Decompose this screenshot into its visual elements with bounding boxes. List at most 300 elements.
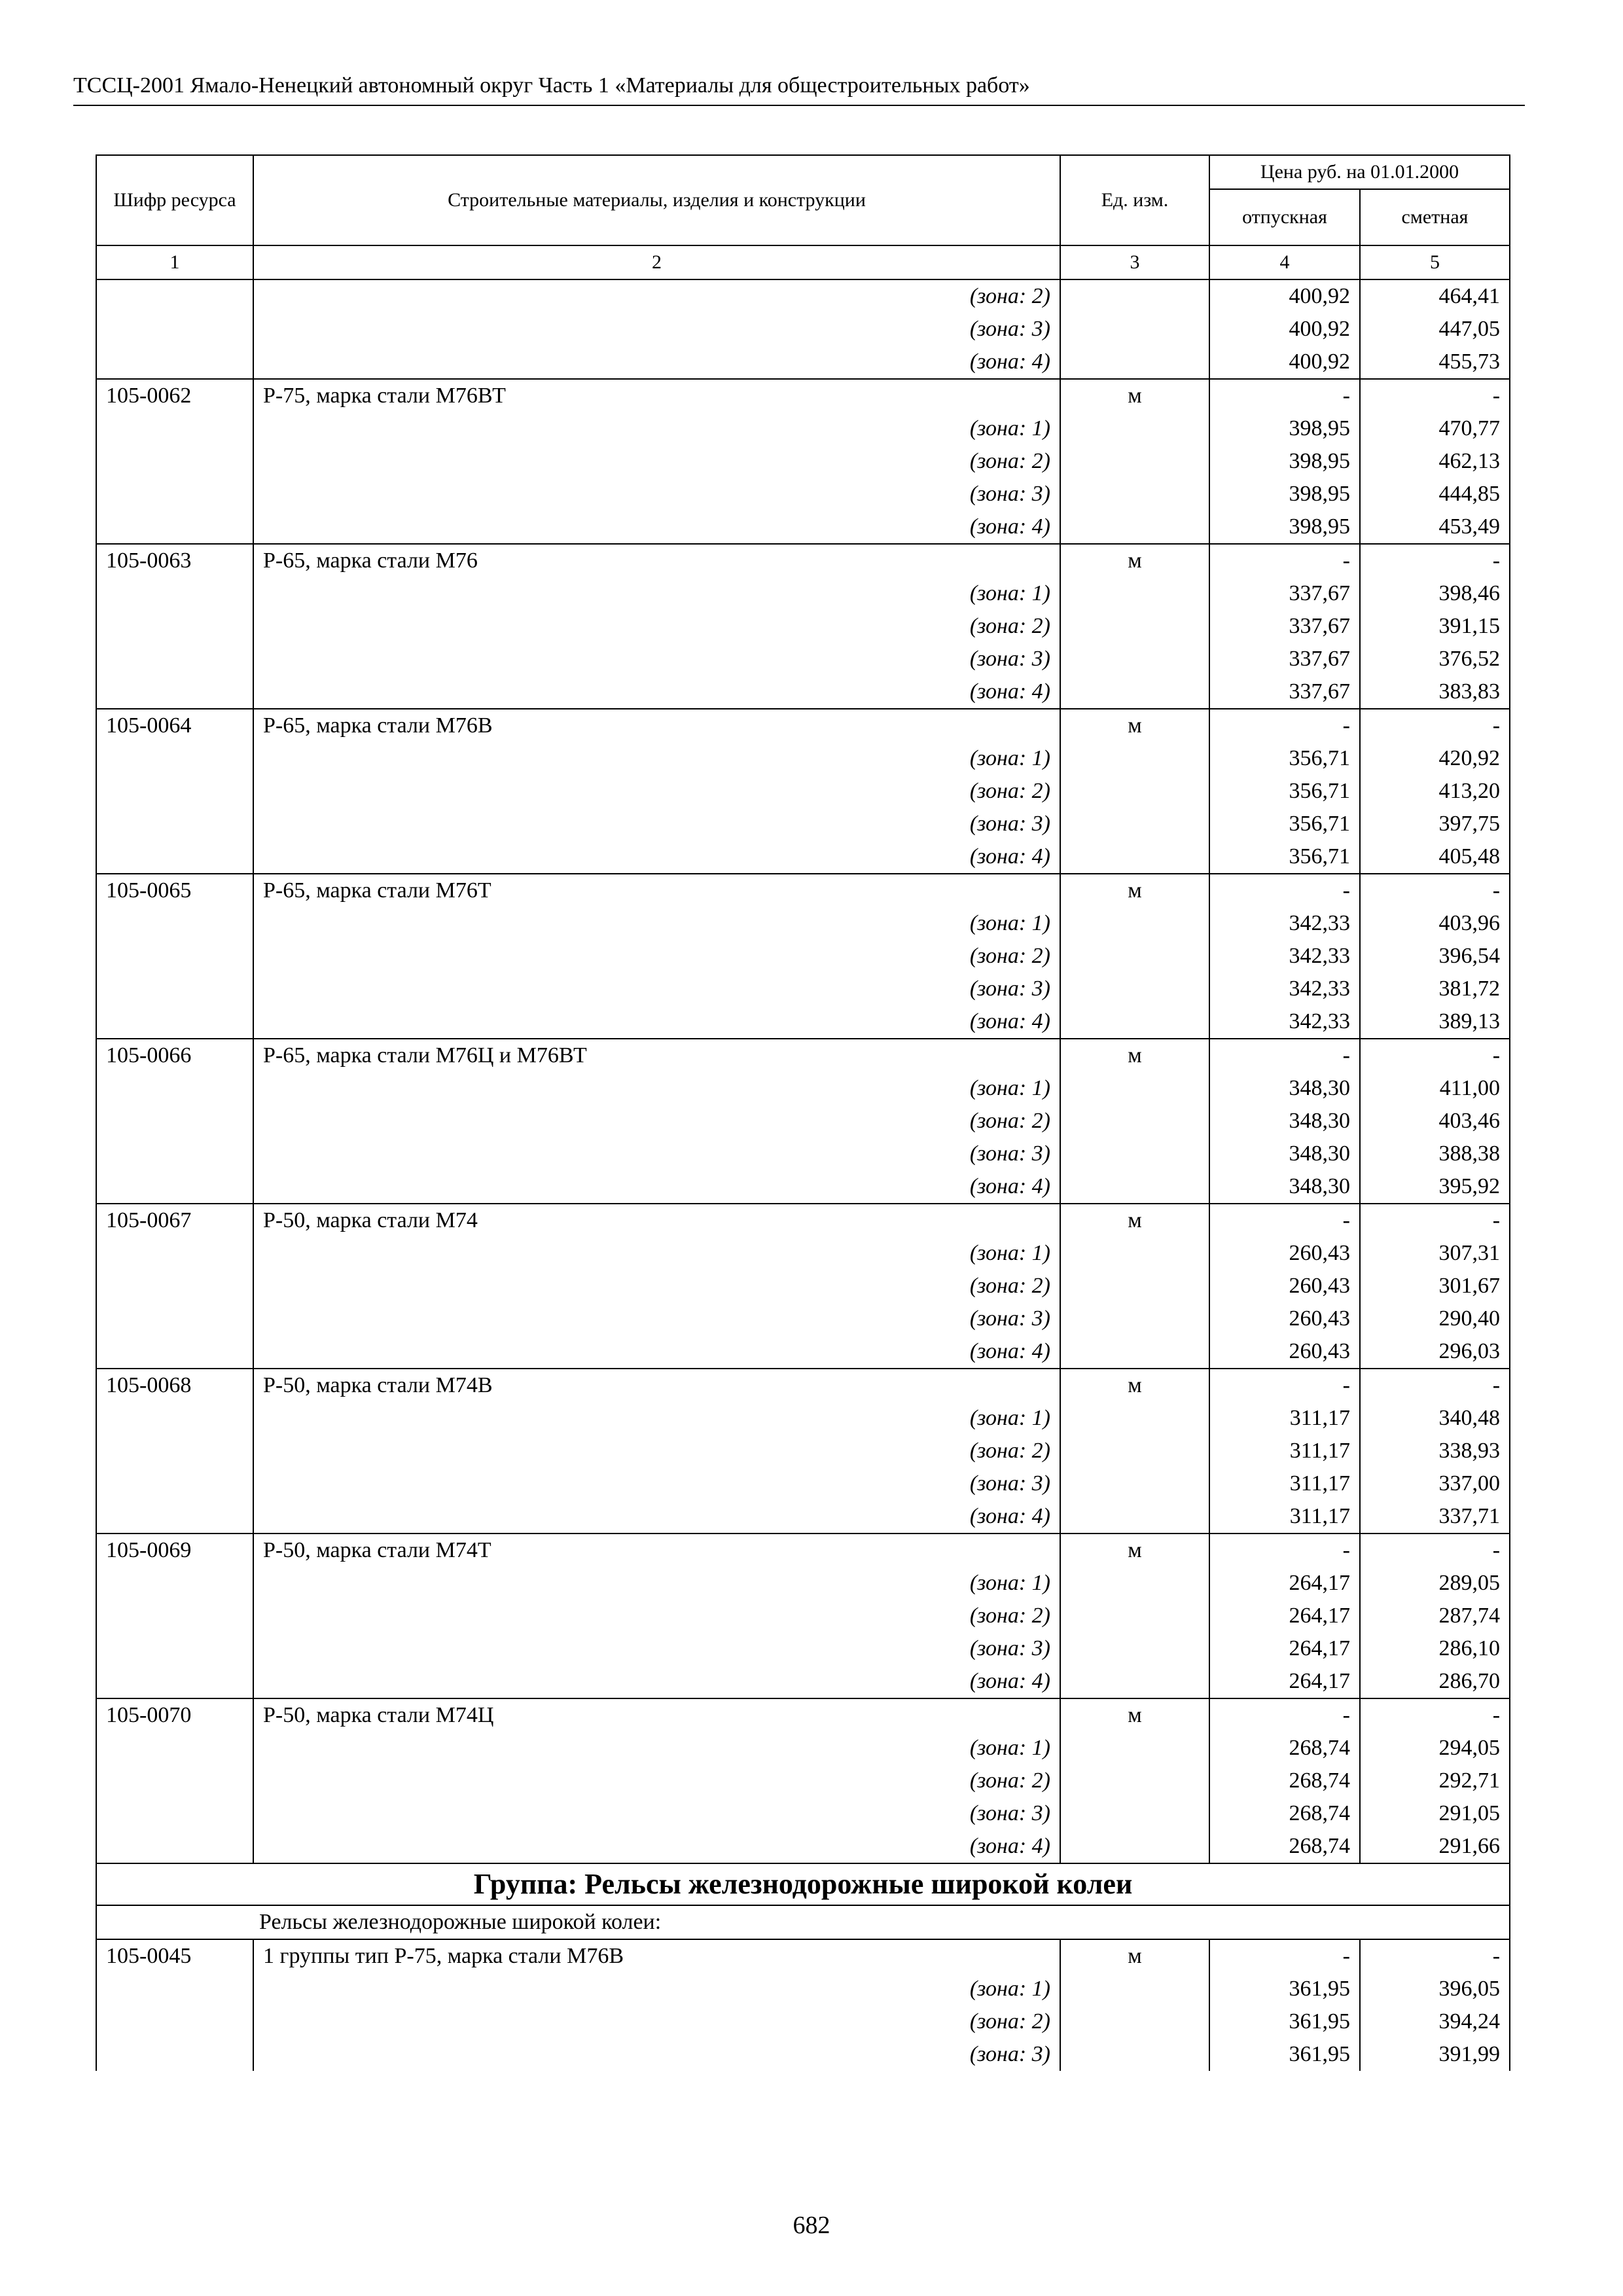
price-smetnaya: 294,05 (1360, 1732, 1510, 1765)
zone-row (96, 1270, 1510, 1302)
zone-row (96, 1435, 1510, 1467)
price-otpusknaya: - (1209, 709, 1360, 742)
price-smetnaya: 287,74 (1360, 1600, 1510, 1632)
zone-label: (зона: 4) (253, 346, 1060, 379)
resource-row (96, 874, 1510, 907)
price-otpusknaya: 361,95 (1209, 1973, 1360, 2005)
zone-label: (зона: 4) (253, 675, 1060, 709)
price-smetnaya: 405,48 (1360, 840, 1510, 874)
resource-code: 105-0067 (96, 1204, 253, 1237)
price-smetnaya: - (1360, 1369, 1510, 1402)
empty-code-cell (96, 1435, 253, 1467)
zone-row (96, 412, 1510, 445)
empty-code-cell (96, 1765, 253, 1797)
price-smetnaya: 462,13 (1360, 445, 1510, 478)
price-otpusknaya: 268,74 (1209, 1732, 1360, 1765)
empty-unit-cell (1060, 1567, 1209, 1600)
empty-unit-cell (1060, 675, 1209, 709)
zone-row (96, 643, 1510, 675)
price-table-body (96, 279, 1510, 2071)
price-otpusknaya: - (1209, 1204, 1360, 1237)
resource-row (96, 1698, 1510, 1732)
zone-row (96, 313, 1510, 346)
empty-code-cell (96, 1170, 253, 1204)
column-header-price-group: Цена руб. на 01.01.2000 (1209, 155, 1510, 189)
zone-label: (зона: 4) (253, 1170, 1060, 1204)
price-otpusknaya: 337,67 (1209, 577, 1360, 610)
zone-label: (зона: 4) (253, 1830, 1060, 1863)
resource-unit: м (1060, 544, 1209, 577)
resource-unit: м (1060, 874, 1209, 907)
zone-label: (зона: 4) (253, 1500, 1060, 1534)
empty-unit-cell (1060, 478, 1209, 511)
price-table (96, 154, 1510, 2071)
zone-label: (зона: 2) (253, 1270, 1060, 1302)
resource-name: Р-65, марка стали М76 (253, 544, 1060, 577)
price-smetnaya: - (1360, 1039, 1510, 1072)
resource-unit: м (1060, 1204, 1209, 1237)
price-smetnaya: 455,73 (1360, 346, 1510, 379)
column-number: 4 (1209, 245, 1360, 279)
zone-row (96, 1138, 1510, 1170)
price-otpusknaya: 342,33 (1209, 907, 1360, 940)
price-smetnaya: 337,00 (1360, 1467, 1510, 1500)
price-otpusknaya: 398,95 (1209, 412, 1360, 445)
price-otpusknaya: 342,33 (1209, 973, 1360, 1005)
zone-row (96, 940, 1510, 973)
zone-row (96, 2038, 1510, 2071)
empty-code-cell (96, 1797, 253, 1830)
price-smetnaya: 292,71 (1360, 1765, 1510, 1797)
empty-code-cell (96, 840, 253, 874)
empty-unit-cell (1060, 1732, 1209, 1765)
price-otpusknaya: 356,71 (1209, 840, 1360, 874)
resource-row (96, 379, 1510, 412)
resource-code: 105-0045 (96, 1939, 253, 1973)
empty-unit-cell (1060, 840, 1209, 874)
zone-row (96, 775, 1510, 808)
price-otpusknaya: 342,33 (1209, 940, 1360, 973)
zone-label: (зона: 3) (253, 808, 1060, 840)
zone-label: (зона: 2) (253, 1105, 1060, 1138)
resource-row (96, 1939, 1510, 1973)
zone-label: (зона: 3) (253, 643, 1060, 675)
price-otpusknaya: - (1209, 379, 1360, 412)
empty-unit-cell (1060, 610, 1209, 643)
empty-code-cell (96, 1138, 253, 1170)
empty-unit-cell (1060, 1973, 1209, 2005)
price-smetnaya: 470,77 (1360, 412, 1510, 445)
zone-row (96, 742, 1510, 775)
zone-label: (зона: 3) (253, 478, 1060, 511)
price-otpusknaya: 337,67 (1209, 675, 1360, 709)
empty-unit-cell (1060, 1402, 1209, 1435)
empty-code-cell (96, 643, 253, 675)
price-otpusknaya: - (1209, 1039, 1360, 1072)
resource-row (96, 1204, 1510, 1237)
price-smetnaya: 286,10 (1360, 1632, 1510, 1665)
zone-row (96, 1765, 1510, 1797)
zone-label: (зона: 2) (253, 775, 1060, 808)
zone-row (96, 2005, 1510, 2038)
empty-unit-cell (1060, 1467, 1209, 1500)
resource-code: 105-0065 (96, 874, 253, 907)
zone-row (96, 840, 1510, 874)
resource-unit: м (1060, 1369, 1209, 1402)
empty-code-cell (96, 610, 253, 643)
empty-code-cell (96, 675, 253, 709)
zone-label: (зона: 2) (253, 2005, 1060, 2038)
empty-unit-cell (1060, 1500, 1209, 1534)
empty-code-cell (96, 478, 253, 511)
subgroup-heading: Рельсы железнодорожные широкой колеи: (96, 1905, 1510, 1939)
empty-unit-cell (1060, 1138, 1209, 1170)
zone-label: (зона: 3) (253, 2038, 1060, 2071)
zone-label: (зона: 2) (253, 1435, 1060, 1467)
column-header-unit: Ед. изм. (1060, 155, 1209, 245)
group-heading: Группа: Рельсы железнодорожные широкой колеи (96, 1863, 1510, 1905)
price-otpusknaya: 264,17 (1209, 1600, 1360, 1632)
resource-unit: м (1060, 1039, 1209, 1072)
price-otpusknaya: 260,43 (1209, 1335, 1360, 1369)
price-otpusknaya: 400,92 (1209, 346, 1360, 379)
empty-code-cell (96, 1665, 253, 1698)
zone-row (96, 973, 1510, 1005)
zone-row (96, 1237, 1510, 1270)
column-header-name: Строительные материалы, изделия и конструкции (253, 155, 1060, 245)
zone-row (96, 1105, 1510, 1138)
price-otpusknaya: 264,17 (1209, 1632, 1360, 1665)
price-smetnaya: 301,67 (1360, 1270, 1510, 1302)
zone-row (96, 279, 1510, 313)
resource-row (96, 544, 1510, 577)
price-smetnaya: 338,93 (1360, 1435, 1510, 1467)
zone-label: (зона: 1) (253, 742, 1060, 775)
empty-code-cell (96, 1005, 253, 1039)
resource-row (96, 709, 1510, 742)
price-smetnaya: 403,96 (1360, 907, 1510, 940)
resource-code: 105-0069 (96, 1534, 253, 1567)
price-otpusknaya: 264,17 (1209, 1665, 1360, 1698)
empty-code-cell (96, 1270, 253, 1302)
empty-unit-cell (1060, 907, 1209, 940)
price-otpusknaya: - (1209, 1939, 1360, 1973)
price-otpusknaya: 311,17 (1209, 1435, 1360, 1467)
price-otpusknaya: 337,67 (1209, 610, 1360, 643)
empty-code-cell (96, 1335, 253, 1369)
price-smetnaya: 337,71 (1360, 1500, 1510, 1534)
zone-label: (зона: 3) (253, 1302, 1060, 1335)
resource-name: Р-65, марка стали М76Ц и М76ВТ (253, 1039, 1060, 1072)
resource-unit: м (1060, 709, 1209, 742)
price-smetnaya: - (1360, 874, 1510, 907)
empty-code-cell (96, 1500, 253, 1534)
price-otpusknaya: 268,74 (1209, 1765, 1360, 1797)
price-smetnaya: - (1360, 1939, 1510, 1973)
empty-code-cell (96, 1973, 253, 2005)
price-otpusknaya: 260,43 (1209, 1302, 1360, 1335)
price-smetnaya: 403,46 (1360, 1105, 1510, 1138)
price-smetnaya: 388,38 (1360, 1138, 1510, 1170)
price-smetnaya: 376,52 (1360, 643, 1510, 675)
zone-row (96, 808, 1510, 840)
empty-code-cell (96, 808, 253, 840)
zone-label: (зона: 4) (253, 1005, 1060, 1039)
resource-name: Р-50, марка стали М74В (253, 1369, 1060, 1402)
empty-code-cell (96, 279, 253, 313)
price-otpusknaya: - (1209, 1369, 1360, 1402)
price-smetnaya: 464,41 (1360, 279, 1510, 313)
price-otpusknaya: 311,17 (1209, 1402, 1360, 1435)
empty-code-cell (96, 1302, 253, 1335)
resource-code: 105-0070 (96, 1698, 253, 1732)
price-smetnaya: 383,83 (1360, 675, 1510, 709)
zone-row (96, 1632, 1510, 1665)
zone-label: (зона: 1) (253, 577, 1060, 610)
resource-unit: м (1060, 1534, 1209, 1567)
empty-unit-cell (1060, 1632, 1209, 1665)
zone-label: (зона: 4) (253, 1665, 1060, 1698)
zone-label: (зона: 1) (253, 1237, 1060, 1270)
price-otpusknaya: 268,74 (1209, 1830, 1360, 1863)
empty-code-cell (96, 577, 253, 610)
column-number: 1 (96, 245, 253, 279)
zone-row (96, 445, 1510, 478)
resource-name: Р-50, марка стали М74Т (253, 1534, 1060, 1567)
price-smetnaya: 381,72 (1360, 973, 1510, 1005)
empty-code-cell (96, 1402, 253, 1435)
empty-unit-cell (1060, 1797, 1209, 1830)
empty-code-cell (96, 412, 253, 445)
price-smetnaya: 289,05 (1360, 1567, 1510, 1600)
price-smetnaya: - (1360, 544, 1510, 577)
resource-code: 105-0068 (96, 1369, 253, 1402)
zone-label: (зона: 3) (253, 1632, 1060, 1665)
empty-unit-cell (1060, 412, 1209, 445)
price-otpusknaya: - (1209, 544, 1360, 577)
zone-label: (зона: 2) (253, 1765, 1060, 1797)
resource-name: 1 группы тип Р-75, марка стали М76В (253, 1939, 1060, 1973)
resource-name: Р-50, марка стали М74Ц (253, 1698, 1060, 1732)
zone-row (96, 511, 1510, 544)
price-otpusknaya: 348,30 (1209, 1170, 1360, 1204)
price-otpusknaya: 361,95 (1209, 2038, 1360, 2071)
price-smetnaya: 286,70 (1360, 1665, 1510, 1698)
price-smetnaya: 291,05 (1360, 1797, 1510, 1830)
empty-unit-cell (1060, 346, 1209, 379)
price-smetnaya: 340,48 (1360, 1402, 1510, 1435)
empty-unit-cell (1060, 1600, 1209, 1632)
price-otpusknaya: 348,30 (1209, 1138, 1360, 1170)
empty-code-cell (96, 2038, 253, 2071)
empty-unit-cell (1060, 2005, 1209, 2038)
price-otpusknaya: 398,95 (1209, 445, 1360, 478)
column-header-otp: отпускная (1209, 189, 1360, 245)
price-otpusknaya: 356,71 (1209, 775, 1360, 808)
resource-unit: м (1060, 1698, 1209, 1732)
zone-row (96, 1830, 1510, 1863)
zone-label: (зона: 1) (253, 1973, 1060, 2005)
price-smetnaya: 394,24 (1360, 2005, 1510, 2038)
price-otpusknaya: 400,92 (1209, 313, 1360, 346)
resource-code: 105-0066 (96, 1039, 253, 1072)
resource-name: Р-65, марка стали М76Т (253, 874, 1060, 907)
empty-unit-cell (1060, 1237, 1209, 1270)
zone-label: (зона: 2) (253, 610, 1060, 643)
empty-code-cell (96, 1567, 253, 1600)
price-smetnaya: 391,99 (1360, 2038, 1510, 2071)
resource-row (96, 1369, 1510, 1402)
group-heading-row (96, 1863, 1510, 1905)
zone-label: (зона: 3) (253, 1467, 1060, 1500)
empty-code-cell (96, 907, 253, 940)
empty-code-cell (96, 742, 253, 775)
empty-unit-cell (1060, 742, 1209, 775)
zone-label: (зона: 2) (253, 279, 1060, 313)
zone-label: (зона: 3) (253, 973, 1060, 1005)
zone-label: (зона: 4) (253, 1335, 1060, 1369)
price-otpusknaya: 311,17 (1209, 1467, 1360, 1500)
empty-code-cell (96, 1632, 253, 1665)
zone-label: (зона: 2) (253, 940, 1060, 973)
empty-unit-cell (1060, 1005, 1209, 1039)
resource-row (96, 1534, 1510, 1567)
price-otpusknaya: 311,17 (1209, 1500, 1360, 1534)
page-number: 682 (793, 2212, 830, 2239)
zone-row (96, 1402, 1510, 1435)
empty-unit-cell (1060, 577, 1209, 610)
zone-label: (зона: 2) (253, 445, 1060, 478)
document-header: ТССЦ-2001 Ямало-Ненецкий автономный округ Часть 1 «Материалы для общестроительных работ» (73, 73, 1030, 98)
empty-unit-cell (1060, 1435, 1209, 1467)
zone-row (96, 1567, 1510, 1600)
empty-code-cell (96, 313, 253, 346)
empty-code-cell (96, 1732, 253, 1765)
price-otpusknaya: 260,43 (1209, 1237, 1360, 1270)
zone-row (96, 1665, 1510, 1698)
price-otpusknaya: 398,95 (1209, 478, 1360, 511)
price-otpusknaya: 348,30 (1209, 1072, 1360, 1105)
empty-code-cell (96, 511, 253, 544)
price-smetnaya: 447,05 (1360, 313, 1510, 346)
zone-row (96, 1005, 1510, 1039)
zone-row (96, 610, 1510, 643)
resource-unit: м (1060, 379, 1209, 412)
resource-unit: м (1060, 1939, 1209, 1973)
price-smetnaya: 395,92 (1360, 1170, 1510, 1204)
price-smetnaya: 389,13 (1360, 1005, 1510, 1039)
resource-code: 105-0064 (96, 709, 253, 742)
empty-code-cell (96, 775, 253, 808)
zone-label: (зона: 1) (253, 1567, 1060, 1600)
zone-row (96, 577, 1510, 610)
zone-row (96, 1973, 1510, 2005)
empty-unit-cell (1060, 808, 1209, 840)
empty-unit-cell (1060, 1270, 1209, 1302)
column-number: 5 (1360, 245, 1510, 279)
price-smetnaya: 290,40 (1360, 1302, 1510, 1335)
zone-row (96, 1500, 1510, 1534)
column-number-row (96, 245, 1510, 279)
zone-row (96, 346, 1510, 379)
price-smetnaya: 397,75 (1360, 808, 1510, 840)
price-smetnaya: 444,85 (1360, 478, 1510, 511)
zone-row (96, 1170, 1510, 1204)
subgroup-heading-row (96, 1905, 1510, 1939)
empty-unit-cell (1060, 1302, 1209, 1335)
empty-unit-cell (1060, 1665, 1209, 1698)
resource-name: Р-50, марка стали М74 (253, 1204, 1060, 1237)
price-otpusknaya: 260,43 (1209, 1270, 1360, 1302)
resource-code: 105-0063 (96, 544, 253, 577)
empty-unit-cell (1060, 1105, 1209, 1138)
zone-row (96, 1302, 1510, 1335)
zone-label: (зона: 4) (253, 840, 1060, 874)
column-header-code: Шифр ресурса (96, 155, 253, 245)
empty-unit-cell (1060, 973, 1209, 1005)
empty-unit-cell (1060, 940, 1209, 973)
empty-unit-cell (1060, 643, 1209, 675)
empty-unit-cell (1060, 279, 1209, 313)
price-smetnaya: 396,05 (1360, 1973, 1510, 2005)
price-smetnaya: - (1360, 1534, 1510, 1567)
resource-row (96, 1039, 1510, 1072)
price-smetnaya: - (1360, 709, 1510, 742)
empty-unit-cell (1060, 775, 1209, 808)
price-otpusknaya: 268,74 (1209, 1797, 1360, 1830)
zone-row (96, 907, 1510, 940)
empty-unit-cell (1060, 1170, 1209, 1204)
price-smetnaya: - (1360, 1698, 1510, 1732)
header-rule (73, 105, 1525, 106)
empty-code-cell (96, 1830, 253, 1863)
empty-unit-cell (1060, 1072, 1209, 1105)
price-smetnaya: 391,15 (1360, 610, 1510, 643)
zone-row (96, 1467, 1510, 1500)
zone-row (96, 1600, 1510, 1632)
price-otpusknaya: 342,33 (1209, 1005, 1360, 1039)
zone-row (96, 1335, 1510, 1369)
zone-row (96, 675, 1510, 709)
zone-label: (зона: 3) (253, 1797, 1060, 1830)
column-header-smet: сметная (1360, 189, 1510, 245)
price-otpusknaya: - (1209, 874, 1360, 907)
zone-label: (зона: 2) (253, 1600, 1060, 1632)
price-smetnaya: 420,92 (1360, 742, 1510, 775)
price-otpusknaya: 356,71 (1209, 808, 1360, 840)
empty-unit-cell (1060, 313, 1209, 346)
price-smetnaya: 396,54 (1360, 940, 1510, 973)
column-number: 3 (1060, 245, 1209, 279)
price-otpusknaya: 361,95 (1209, 2005, 1360, 2038)
zone-label: (зона: 1) (253, 412, 1060, 445)
price-otpusknaya: - (1209, 1698, 1360, 1732)
resource-name: Р-65, марка стали М76В (253, 709, 1060, 742)
zone-row (96, 1797, 1510, 1830)
empty-unit-cell (1060, 1765, 1209, 1797)
zone-label: (зона: 3) (253, 1138, 1060, 1170)
empty-code-cell (96, 1467, 253, 1500)
empty-unit-cell (1060, 1335, 1209, 1369)
empty-code-cell (96, 940, 253, 973)
price-smetnaya: 411,00 (1360, 1072, 1510, 1105)
empty-unit-cell (1060, 1830, 1209, 1863)
resource-name: Р-75, марка стали М76ВТ (253, 379, 1060, 412)
empty-code-cell (96, 1600, 253, 1632)
column-number: 2 (253, 245, 1060, 279)
empty-code-cell (96, 1105, 253, 1138)
zone-row (96, 1732, 1510, 1765)
